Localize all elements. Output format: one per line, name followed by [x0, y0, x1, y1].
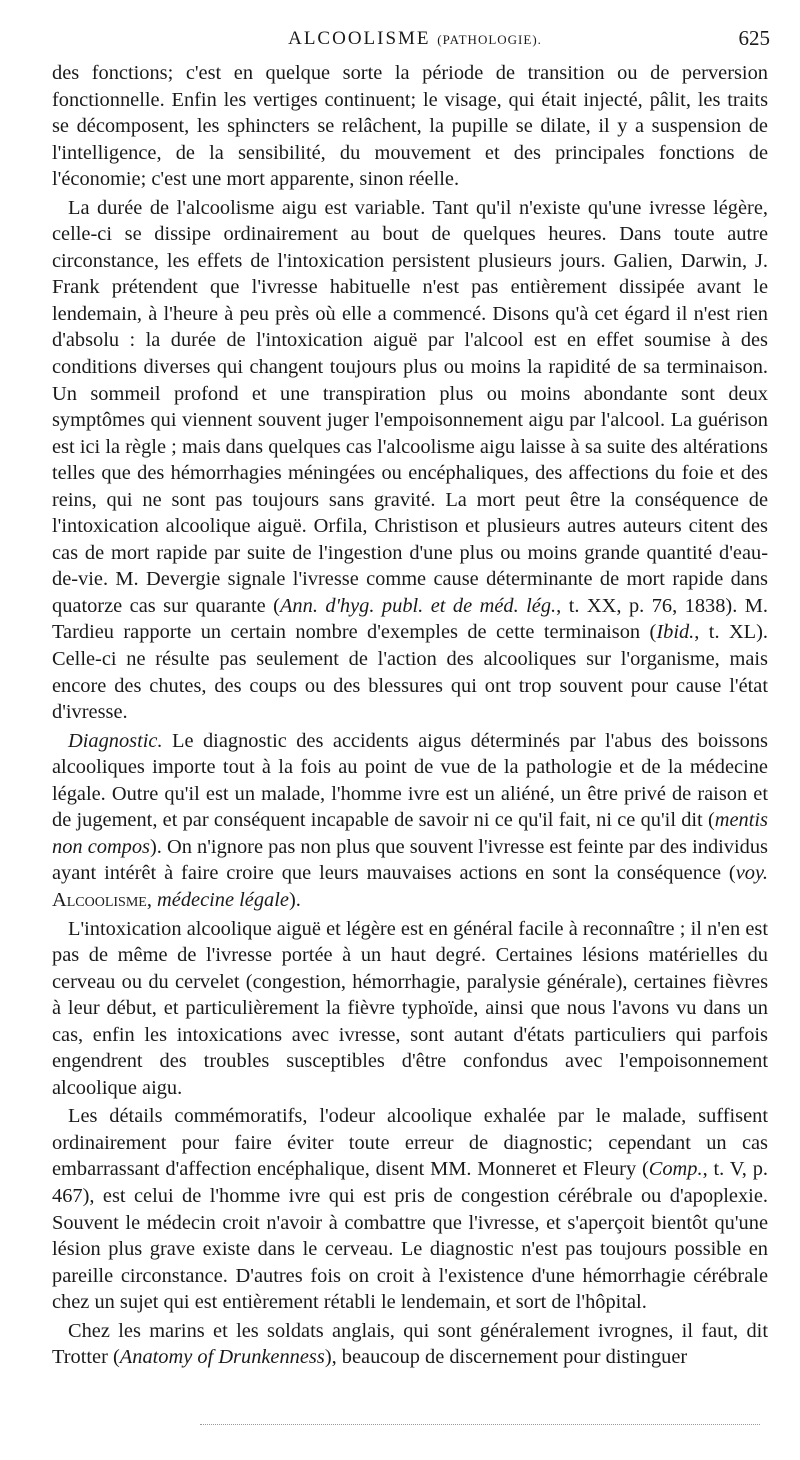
italic-text: médecine légale — [157, 888, 289, 911]
running-title-sub: (PATHOLOGIE). — [437, 32, 542, 47]
italic-text: Ann. d'hyg. publ. et de méd. lég. — [279, 594, 557, 617]
italic-text: Ibid. — [656, 621, 695, 644]
italic-text: Diagnostic. — [68, 729, 163, 752]
paragraph — [52, 728, 768, 914]
italic-text: Anatomy of Drunkenness — [119, 1346, 325, 1369]
paragraph-text: , t. XX, p. 76, 1838). M. Tardieu rapporte un certain nombre d'exemples de cette terminaison ( — [52, 594, 768, 644]
running-title-main: ALCOOLISME — [288, 28, 431, 49]
italic-text: Comp. — [648, 1158, 703, 1181]
paragraph-text: ). — [288, 888, 301, 911]
paragraph-text: Les détails commémoratifs, l'odeur alcoolique exhalée par le malade, suffisent ordinairement pour faire éviter toute erreur de diagnostic; cependant un cas embarrassant d'affection encéphalique, disent MM. Monneret et Fleury ( — [52, 1105, 768, 1181]
paragraph — [52, 1318, 768, 1371]
paragraph-text: , t. V, p. 467), est celui de l'homme ivre qui est pris de congestion cérébrale ou d'apoplexie. Souvent le médecin croit n'avoir à combattre que l'ivresse, et s'aperçoit bientôt qu'une lésion plus grave existe dans le cerveau. Le diagnostic n'est pas toujours possible en pareille circonstance. D'autres fois on croit à l'existence d'une hémorrhagie cérébrale chez un sujet qui est entièrement rétabli le lendemain, et sort de l'hôpital. — [52, 1158, 768, 1314]
footer-rule — [200, 1424, 760, 1425]
paragraph-text: ), beaucoup de discernement pour distinguer — [324, 1346, 688, 1369]
paragraph — [52, 1103, 768, 1315]
paragraph-text: , — [146, 888, 158, 911]
paragraph — [52, 916, 768, 1102]
paragraph-text: des fonctions; c'est en quelque sorte la période de transition ou de perversion fonctionnelle. Enfin les vertiges continuent; le visage, qui était injecté, pâlit, les traits se décomposent, les sphincters se relâchent, la pupille se dilate, il y a suspension de l'intelligence, de la sensibilité, du mouvement et des principales fonctions de l'économie; c'est une mort apparente, sinon réelle. — [52, 62, 768, 191]
body-text — [52, 60, 768, 1371]
paragraph — [52, 60, 768, 193]
page-number: 625 — [738, 26, 770, 50]
paragraph-text: Chez les marins et les soldats anglais, qui sont généralement ivrognes, il faut, dit Trotter ( — [52, 1319, 768, 1369]
paragraph — [52, 195, 768, 726]
small-caps-text: Alcoolisme — [52, 888, 147, 911]
italic-text: voy. — [735, 862, 768, 885]
page-header — [60, 28, 770, 54]
paragraph-text: Le diagnostic des accidents aigus déterminés par l'abus des boissons alcooliques importe tout à la fois au point de vue de la pathologie et de la médecine légale. Outre qu'il est un malade, l'homme ivre est un aliéné, un être privé de raison et de jugement, et par conséquent incapable de savoir ni ce qu'il fait, ni ce qu'il dit ( — [52, 729, 768, 832]
paragraph-text: ). On n'ignore pas non plus que souvent l'ivresse est feinte par des individus ayant intérêt à faire croire que leurs mauvaises actions en sont la conséquence ( — [52, 835, 768, 885]
paragraph-text: La durée de l'alcoolisme aigu est variable. Tant qu'il n'existe qu'une ivresse légère, celle-ci se dissipe ordinairement au bout de quelques heures. Dans toute autre circonstance, les effets de l'intoxication persistent plusieurs jours. Galien, Darwin, J. Frank prétendent que l'ivresse habituelle n'est pas entièrement dissipée avant le lendemain, à l'heure à peu près où elle a commencé. Disons qu'à cet égard il n'est rien d'absolu : la durée de l'intoxication aiguë par l'alcool est en effet soumise à des conditions diverses qui changent toujours plus ou moins la rapidité de sa terminaison. Un sommeil profond et une transpiration plus ou moins abondante sont deux symptômes qui viennent souvent juger l'empoisonnement aigu par l'alcool. La guérison est ici la règle ; mais dans quelques cas l'alcoolisme aigu laisse à sa suite des altérations telles que des hémorrhagies méningées ou encéphaliques, des affections du foie et des reins, qui ne sont pas toujours sans gravité. La mort peut être la conséquence de l'intoxication alcoolique aiguë. Orfila, Christison et plusieurs autres auteurs citent des cas de mort rapide par suite de l'ingestion d'une plus ou moins grande quantité d'eau-de-vie. M. Devergie signale l'ivresse comme cause déterminante de mort rapide dans quatorze cas sur quarante ( — [52, 196, 768, 617]
paragraph-text: L'intoxication alcoolique aiguë et légère est en général facile à reconnaître ; il n'en est pas de même de l'ivresse portée à un haut degré. Certaines lésions matérielles du cerveau ou du cervelet (congestion, hémorrhagie, paralysie générale), certaines fièvres à leur début, et particulièrement la fièvre typhoïde, ainsi que nous l'avons vu dans un cas, enfin les intoxications avec ivresse, sont autant d'états particuliers qui parfois engendrent des troubles susceptibles d'être confondus avec l'empoisonnement alcoolique aigu. — [52, 917, 768, 1099]
italic-text: mentis non compos — [52, 809, 768, 858]
running-title — [60, 28, 770, 50]
paragraph-text: , t. XL). Celle-ci ne résulte pas seulement de l'action des alcooliques sur l'organisme, mais encore des chutes, des coups ou des blessures qui ont trop souvent pour cause l'état d'ivresse. — [52, 621, 769, 724]
